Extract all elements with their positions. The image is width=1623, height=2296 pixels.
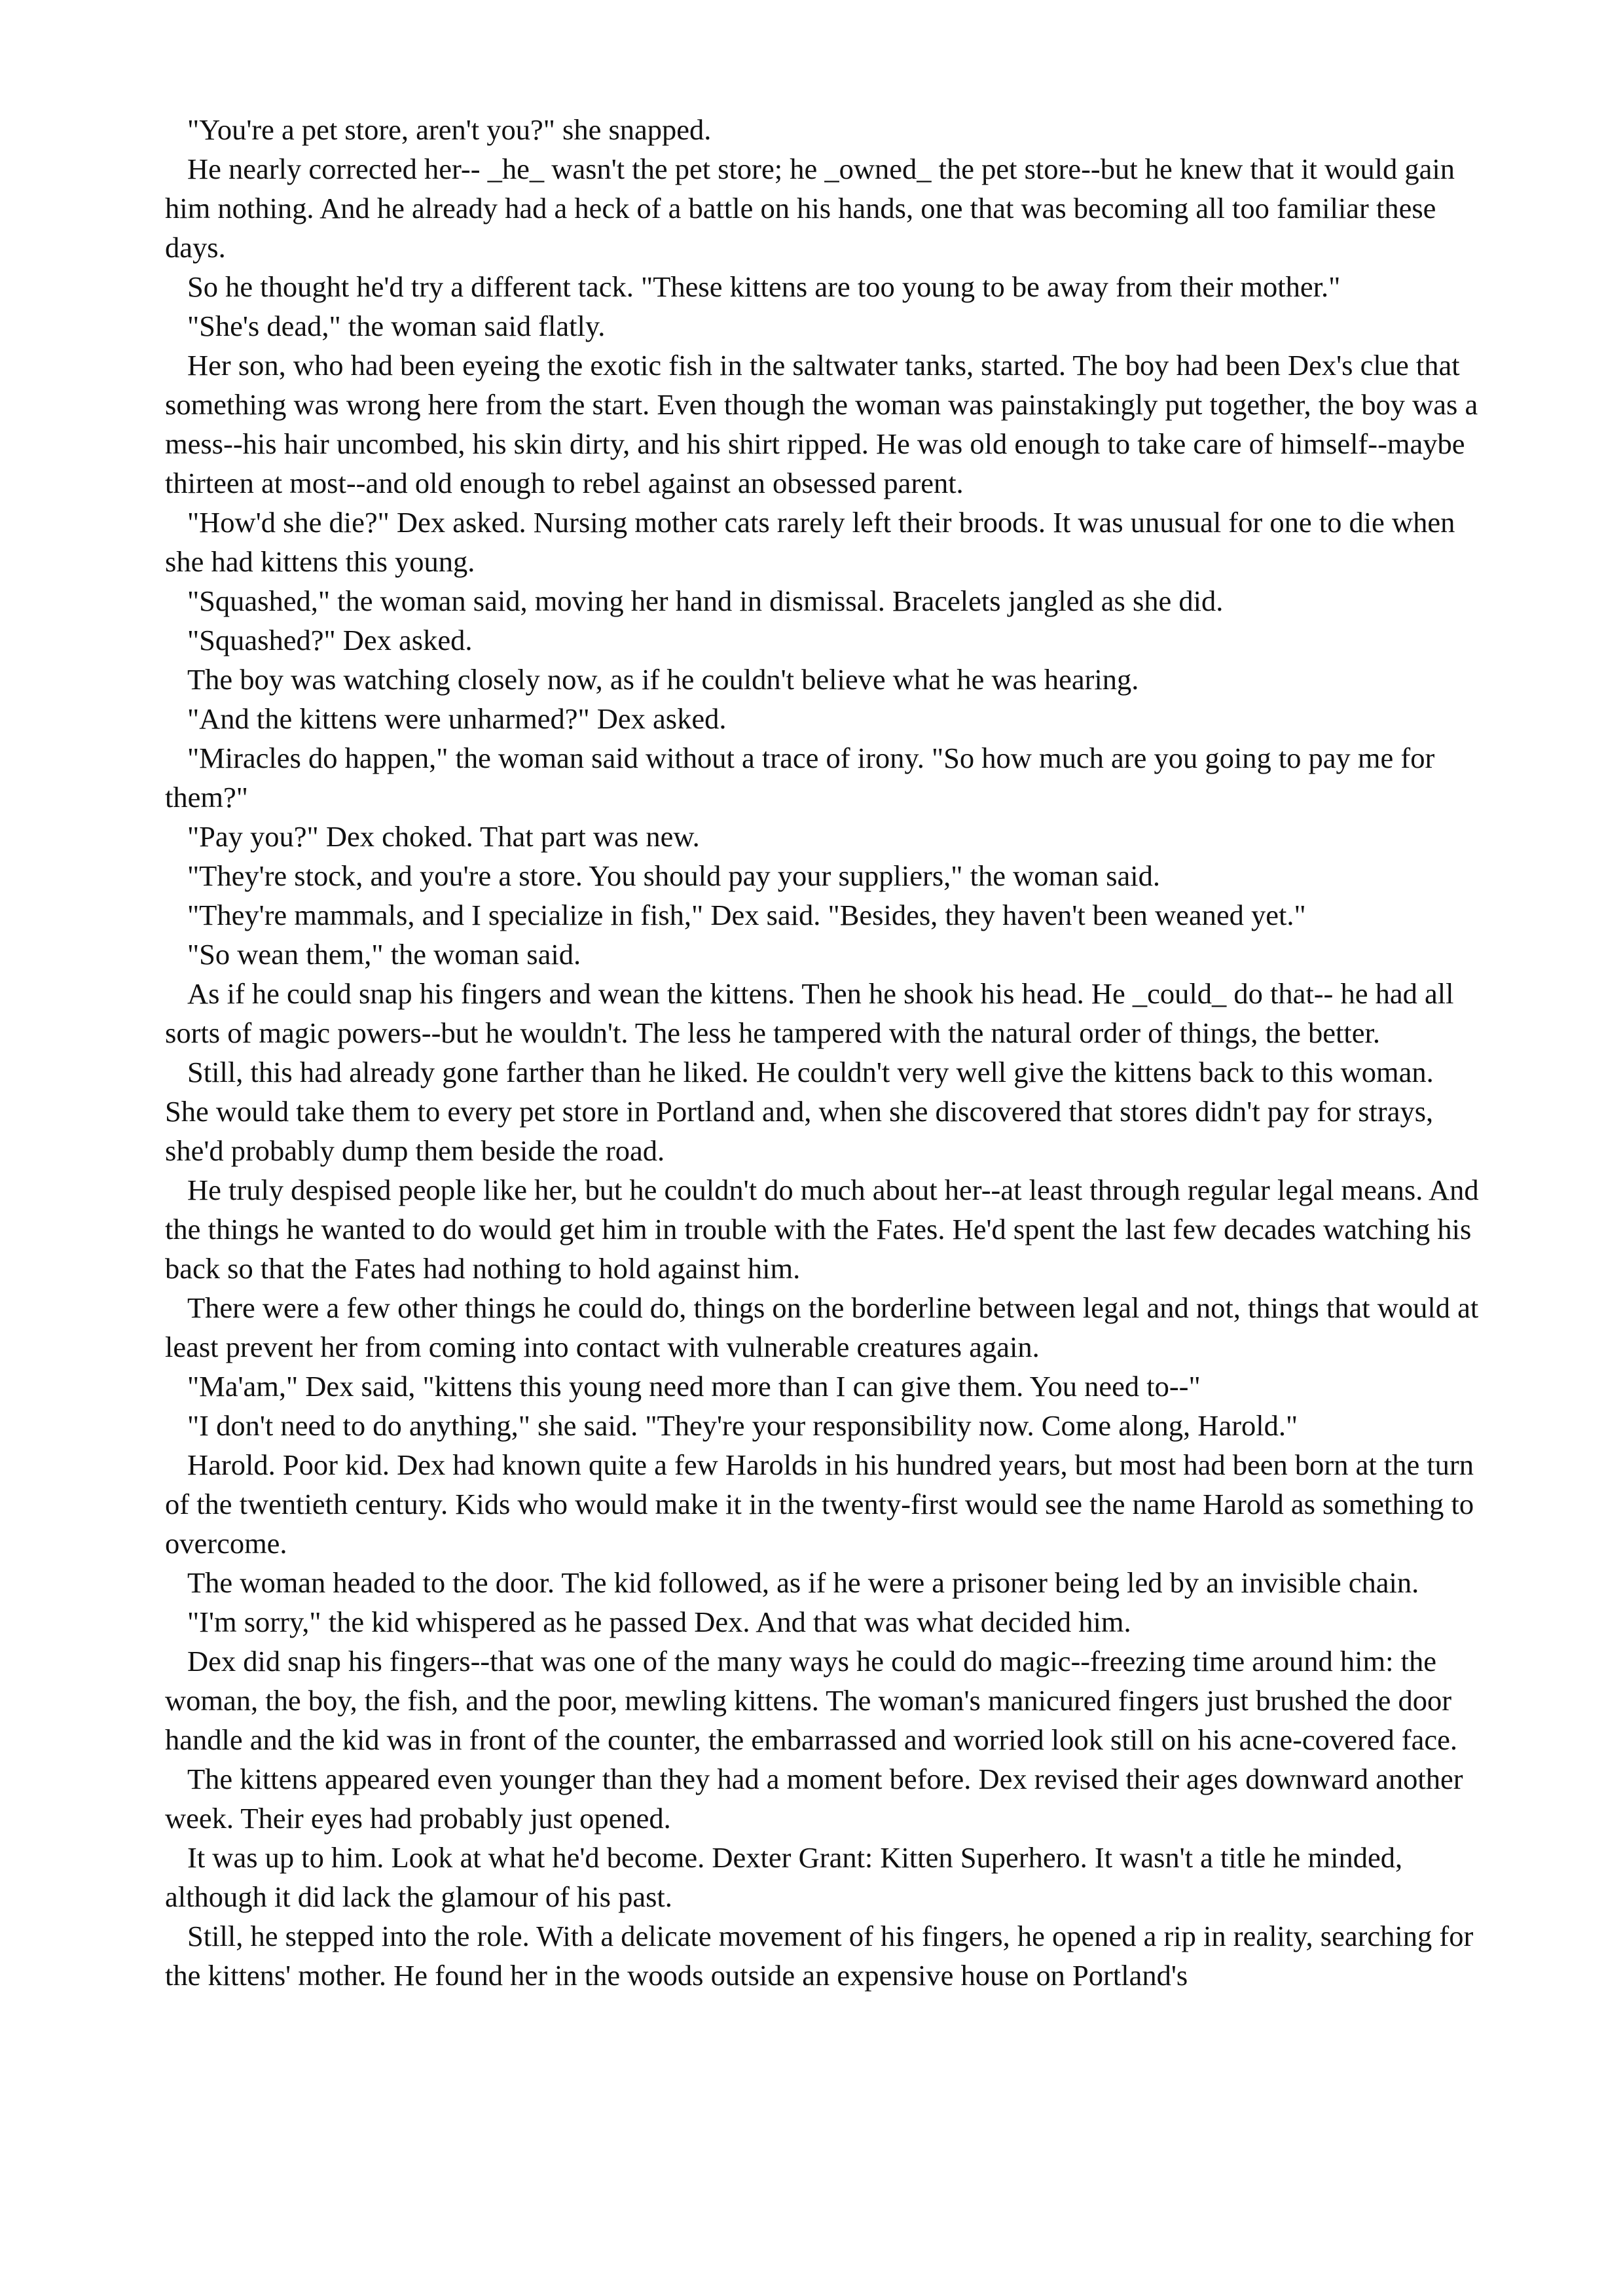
paragraph: Her son, who had been eyeing the exotic fish in the saltwater tanks, started. The boy had been Dex's clue that something was wrong here from the start. Even though the woman was painstakingly put together, the boy was a mess--his hair uncombed, his skin dirty, and his shirt ripped. He was old enough to take care of himself--maybe thirteen at most--and old enough to rebel against an obsessed parent. (165, 349, 1478, 499)
paragraph: Still, he stepped into the role. With a delicate movement of his fingers, he opened a rip in reality, searching for the kittens' mother. He found her in the woods outside an expensive house on Portland's (165, 1920, 1474, 1992)
paragraph: As if he could snap his fingers and wean the kittens. Then he shook his head. He _could_ do that-- he had all sorts of magic powers--but he wouldn't. The less he tampered with the natural order of things, the better. (165, 977, 1454, 1049)
paragraph: "They're stock, and you're a store. You should pay your suppliers," the woman said. (187, 859, 1161, 892)
paragraph: "She's dead," the woman said flatly. (187, 310, 606, 342)
paragraph: "Pay you?" Dex choked. That part was new. (187, 820, 700, 853)
paragraph: He nearly corrected her-- _he_ wasn't the pet store; he _owned_ the pet store--but he knew that it would gain him nothing. And he already had a heck of a battle on his hands, one that was becoming all too familiar these days. (165, 152, 1455, 264)
paragraph: It was up to him. Look at what he'd become. Dexter Grant: Kitten Superhero. It wasn't a title he minded, although it did lack the glamour of his past. (165, 1841, 1403, 1913)
paragraph: "And the kittens were unharmed?" Dex asked. (187, 702, 727, 735)
paragraph: So he thought he'd try a different tack. "These kittens are too young to be away from their mother." (187, 270, 1341, 303)
paragraph: Harold. Poor kid. Dex had known quite a few Harolds in his hundred years, but most had been born at the turn of the twentieth century. Kids who would make it in the twenty-first would see the name Harold as something to overcome. (165, 1448, 1474, 1560)
paragraph: The woman headed to the door. The kid followed, as if he were a prisoner being led by an invisible chain. (187, 1566, 1419, 1599)
document-page (165, 110, 1481, 1995)
paragraph: The boy was watching closely now, as if he couldn't believe what he was hearing. (187, 663, 1139, 696)
paragraph: "They're mammals, and I specialize in fish," Dex said. "Besides, they haven't been weaned yet." (187, 899, 1306, 931)
paragraph: "Squashed?" Dex asked. (187, 624, 473, 656)
paragraph: "You're a pet store, aren't you?" she snapped. (187, 113, 712, 146)
paragraph: There were a few other things he could do, things on the borderline between legal and not, things that would at least prevent her from coming into contact with vulnerable creatures again. (165, 1291, 1479, 1363)
paragraph: "I'm sorry," the kid whispered as he passed Dex. And that was what decided him. (187, 1605, 1131, 1638)
paragraph: "Squashed," the woman said, moving her hand in dismissal. Bracelets jangled as she did. (187, 584, 1224, 617)
paragraph: Dex did snap his fingers--that was one of the many ways he could do magic--freezing time around him: the woman, the boy, the fish, and the poor, mewling kittens. The woman's manicured fingers just brushed the door handle and the kid was in front of the counter, the embarrassed and worried look still on his acne-covered face. (165, 1645, 1458, 1756)
paragraph: "How'd she die?" Dex asked. Nursing mother cats rarely left their broods. It was unusual for one to die when she had kittens this young. (165, 506, 1455, 578)
paragraph: "Ma'am," Dex said, "kittens this young need more than I can give them. You need to--" (187, 1370, 1201, 1403)
paragraph: Still, this had already gone farther than he liked. He couldn't very well give the kittens back to this woman. She would take them to every pet store in Portland and, when she discovered that stores didn't pay for strays, she'd probably dump them beside the road. (165, 1056, 1434, 1167)
paragraph: He truly despised people like her, but he couldn't do much about her--at least through regular legal means. And the things he wanted to do would get him in trouble with the Fates. He'd spent the last few decades watching his back so that the Fates had nothing to hold against him. (165, 1174, 1479, 1285)
paragraph: "Miracles do happen," the woman said without a trace of irony. "So how much are you going to pay me for them?" (165, 742, 1435, 814)
paragraph: "So wean them," the woman said. (187, 938, 581, 971)
paragraph: The kittens appeared even younger than they had a moment before. Dex revised their ages downward another week. Their eyes had probably just opened. (165, 1763, 1463, 1835)
paragraph: "I don't need to do anything," she said. "They're your responsibility now. Come along, Harold." (187, 1409, 1298, 1442)
